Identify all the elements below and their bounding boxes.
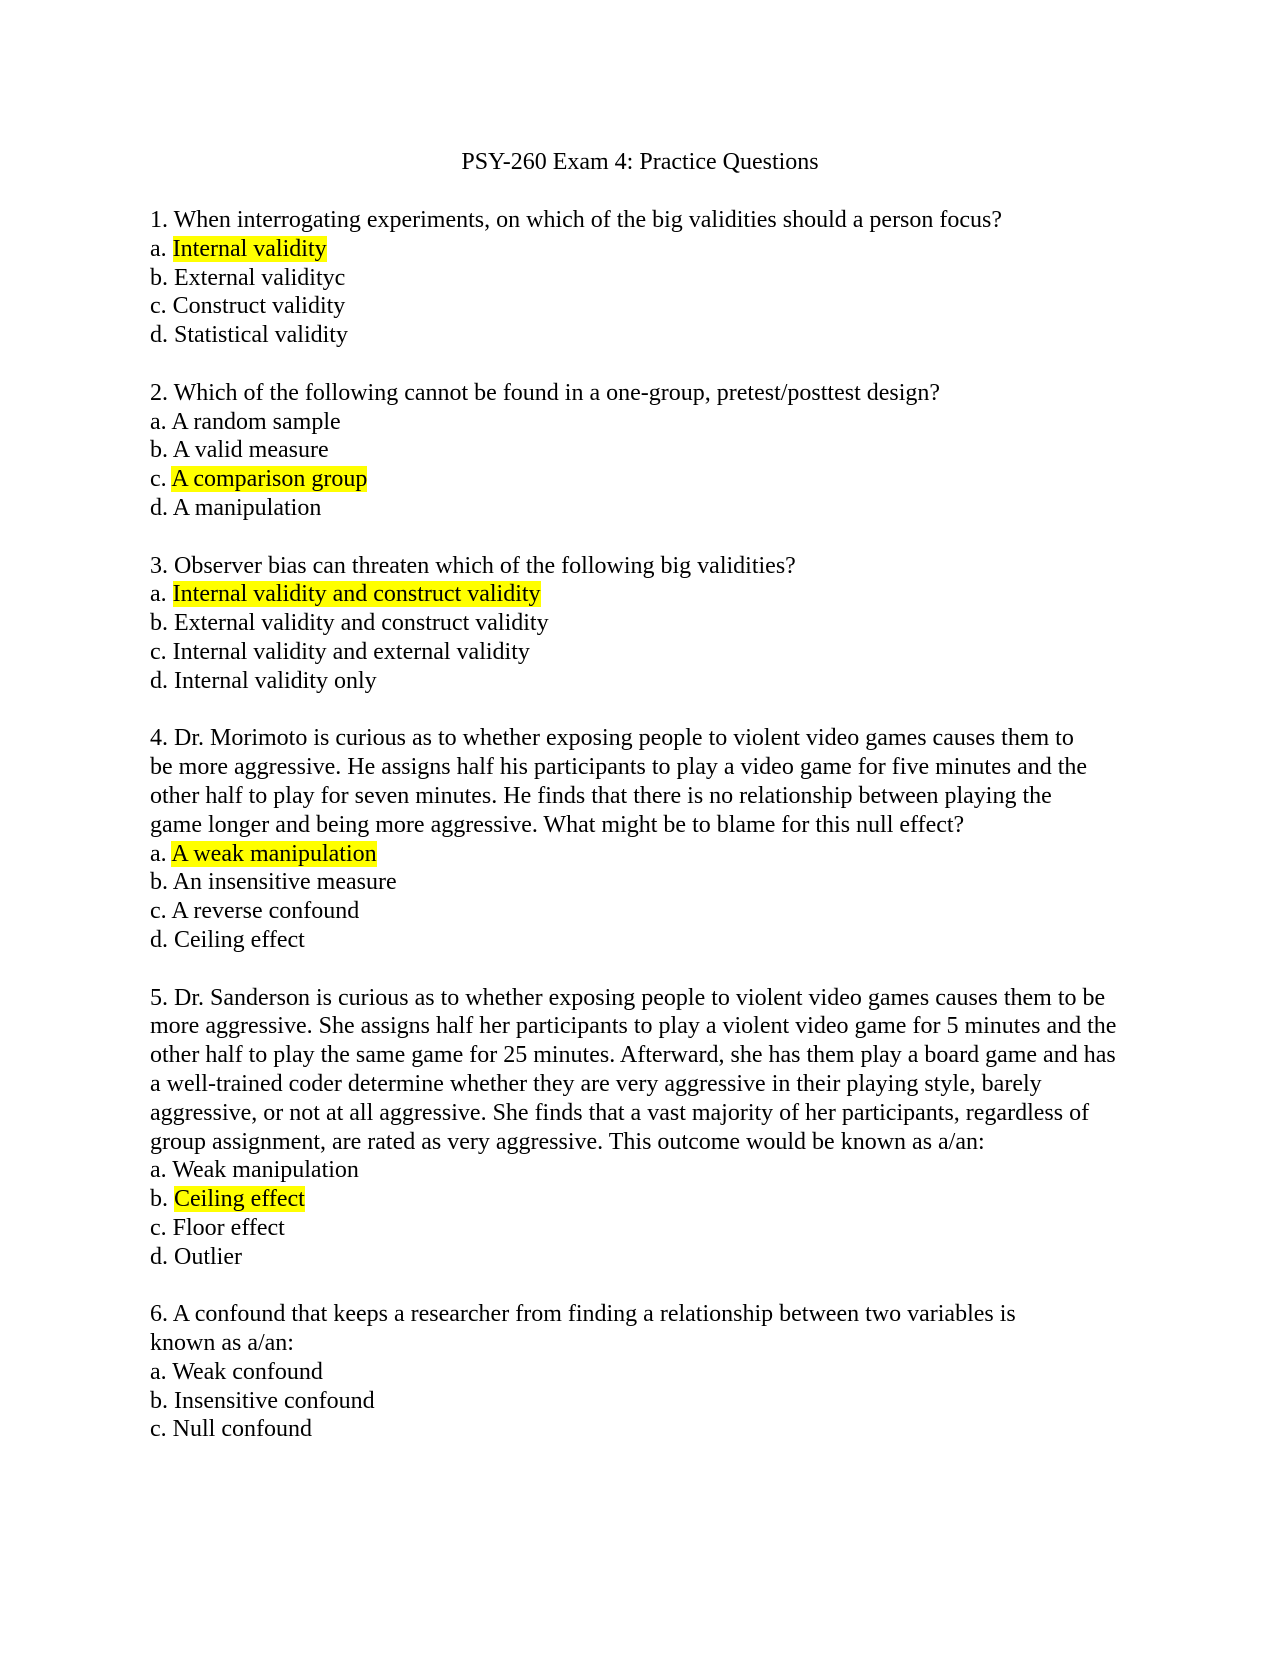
answer-option xyxy=(150,926,1125,955)
option-letter: c. xyxy=(150,1416,167,1443)
question-number: 5. xyxy=(150,984,168,1011)
question-text: Dr. Sanderson is curious as to whether exposing people to violent video games causes them to be more aggressive. She assigns half her participants to play a violent video game for 5 minutes and the other half to play the same game for 25 minutes. Afterward, she has them play a board game and has a well-trained coder determine whether they are very aggressive in their playing style, barely aggressive, or not at all aggressive. She finds that a vast majority of her participants, regardless of group assignment, are rated as very aggressive. This outcome would be known as a/an: xyxy=(150,984,1117,1155)
answer-option xyxy=(150,840,1125,869)
answer-option xyxy=(150,465,1125,494)
option-text-highlighted: Internal validity xyxy=(172,235,327,262)
option-letter: d. xyxy=(150,1243,168,1270)
question-text: Observer bias can threaten which of the following big validities? xyxy=(174,552,796,579)
option-letter: c. xyxy=(150,293,167,320)
answer-option xyxy=(150,580,1125,609)
option-text-highlighted: A weak manipulation xyxy=(171,840,377,867)
option-letter: c. xyxy=(150,1214,167,1241)
answer-option xyxy=(150,264,1125,293)
question-number: 1. xyxy=(150,207,168,233)
answer-option xyxy=(150,408,1125,437)
answer-option xyxy=(150,1185,1125,1214)
option-letter: a. xyxy=(150,840,167,867)
option-letter: a. xyxy=(150,408,167,435)
answer-option xyxy=(150,436,1125,465)
question-text: Dr. Morimoto is curious as to whether exposing people to violent video games causes them to be more aggressive. He assigns half his participants to play a video game for five minutes and the other half to play for seven minutes. He finds that there is no relationship between playing the game longer and being more aggressive. What might be to blame for this null effect? xyxy=(150,725,1088,838)
question-6 xyxy=(150,1300,1125,1444)
question-stem xyxy=(150,1300,1050,1358)
option-text-highlighted: Ceiling effect xyxy=(174,1186,305,1213)
option-letter: c. xyxy=(150,466,167,493)
option-text: Internal validity and external validity xyxy=(172,638,530,665)
question-4 xyxy=(150,724,1125,954)
option-text-highlighted: Internal validity and construct validity xyxy=(172,581,541,608)
option-text: A random sample xyxy=(171,408,341,435)
option-letter: a. xyxy=(150,1157,167,1184)
answer-option xyxy=(150,897,1125,926)
option-text: Null confound xyxy=(172,1416,312,1443)
option-text: Weak manipulation xyxy=(172,1157,359,1184)
option-letter: b. xyxy=(150,869,168,896)
option-text: Construct validity xyxy=(172,293,346,320)
question-1 xyxy=(150,206,1125,350)
option-text: Ceiling effect xyxy=(174,926,305,953)
option-letter: b. xyxy=(150,437,168,464)
option-text: Statistical validity xyxy=(174,322,348,349)
question-number: 3. xyxy=(150,552,168,579)
option-text: A reverse confound xyxy=(171,898,360,925)
answer-option xyxy=(150,1243,1125,1272)
document-body xyxy=(150,206,1125,1473)
question-stem xyxy=(150,206,1125,235)
option-text: External validity and construct validity xyxy=(174,610,549,637)
document-title: PSY-260 Exam 4: Practice Questions xyxy=(461,149,819,175)
option-letter: b. xyxy=(150,1387,168,1414)
question-2 xyxy=(150,379,1125,523)
answer-option xyxy=(150,1358,1125,1387)
question-stem xyxy=(150,984,1125,1157)
answer-option xyxy=(150,1156,1125,1185)
option-text: Internal validity only xyxy=(174,667,377,694)
option-letter: c. xyxy=(150,638,167,665)
option-letter: d. xyxy=(150,322,168,349)
question-text: Which of the following cannot be found in a one-group, pretest/posttest design? xyxy=(173,379,941,406)
answer-option xyxy=(150,868,1125,897)
question-3 xyxy=(150,552,1125,696)
option-letter: b. xyxy=(150,264,168,291)
question-stem xyxy=(150,552,1125,581)
option-text: Floor effect xyxy=(172,1214,285,1241)
option-letter: c. xyxy=(150,898,167,925)
option-letter: b. xyxy=(150,610,168,637)
answer-option xyxy=(150,494,1125,523)
answer-option xyxy=(150,667,1125,696)
question-number: 6. xyxy=(150,1301,168,1328)
question-text: A confound that keeps a researcher from finding a relationship between two variables is known as a/an: xyxy=(150,1301,1016,1357)
answer-option xyxy=(150,235,1125,264)
option-text: Outlier xyxy=(174,1243,242,1270)
answer-option xyxy=(150,609,1125,638)
option-letter: a. xyxy=(150,235,167,262)
question-5 xyxy=(150,984,1125,1272)
option-letter: d. xyxy=(150,667,168,694)
option-letter: d. xyxy=(150,926,168,953)
option-letter: a. xyxy=(150,581,167,608)
answer-option xyxy=(150,321,1125,350)
question-number: 4. xyxy=(150,725,168,752)
option-letter: b. xyxy=(150,1186,168,1213)
option-letter: d. xyxy=(150,494,168,521)
option-text: An insensitive measure xyxy=(172,869,397,896)
option-text-highlighted: A comparison group xyxy=(171,466,368,493)
answer-option xyxy=(150,292,1125,321)
answer-option xyxy=(150,1387,1125,1416)
answer-option xyxy=(150,638,1125,667)
answer-option xyxy=(150,1415,1125,1444)
question-text: When interrogating experiments, on which of the big validities should a person focus? xyxy=(173,207,1003,233)
option-text: A manipulation xyxy=(172,494,322,521)
option-text: Insensitive confound xyxy=(174,1387,375,1414)
option-text: External validityc xyxy=(174,264,346,291)
option-text: A valid measure xyxy=(172,437,329,464)
option-letter: a. xyxy=(150,1358,167,1385)
question-stem xyxy=(150,724,1098,839)
option-text: Weak confound xyxy=(172,1358,323,1385)
question-number: 2. xyxy=(150,379,168,406)
answer-option xyxy=(150,1214,1125,1243)
question-stem xyxy=(150,379,1125,408)
